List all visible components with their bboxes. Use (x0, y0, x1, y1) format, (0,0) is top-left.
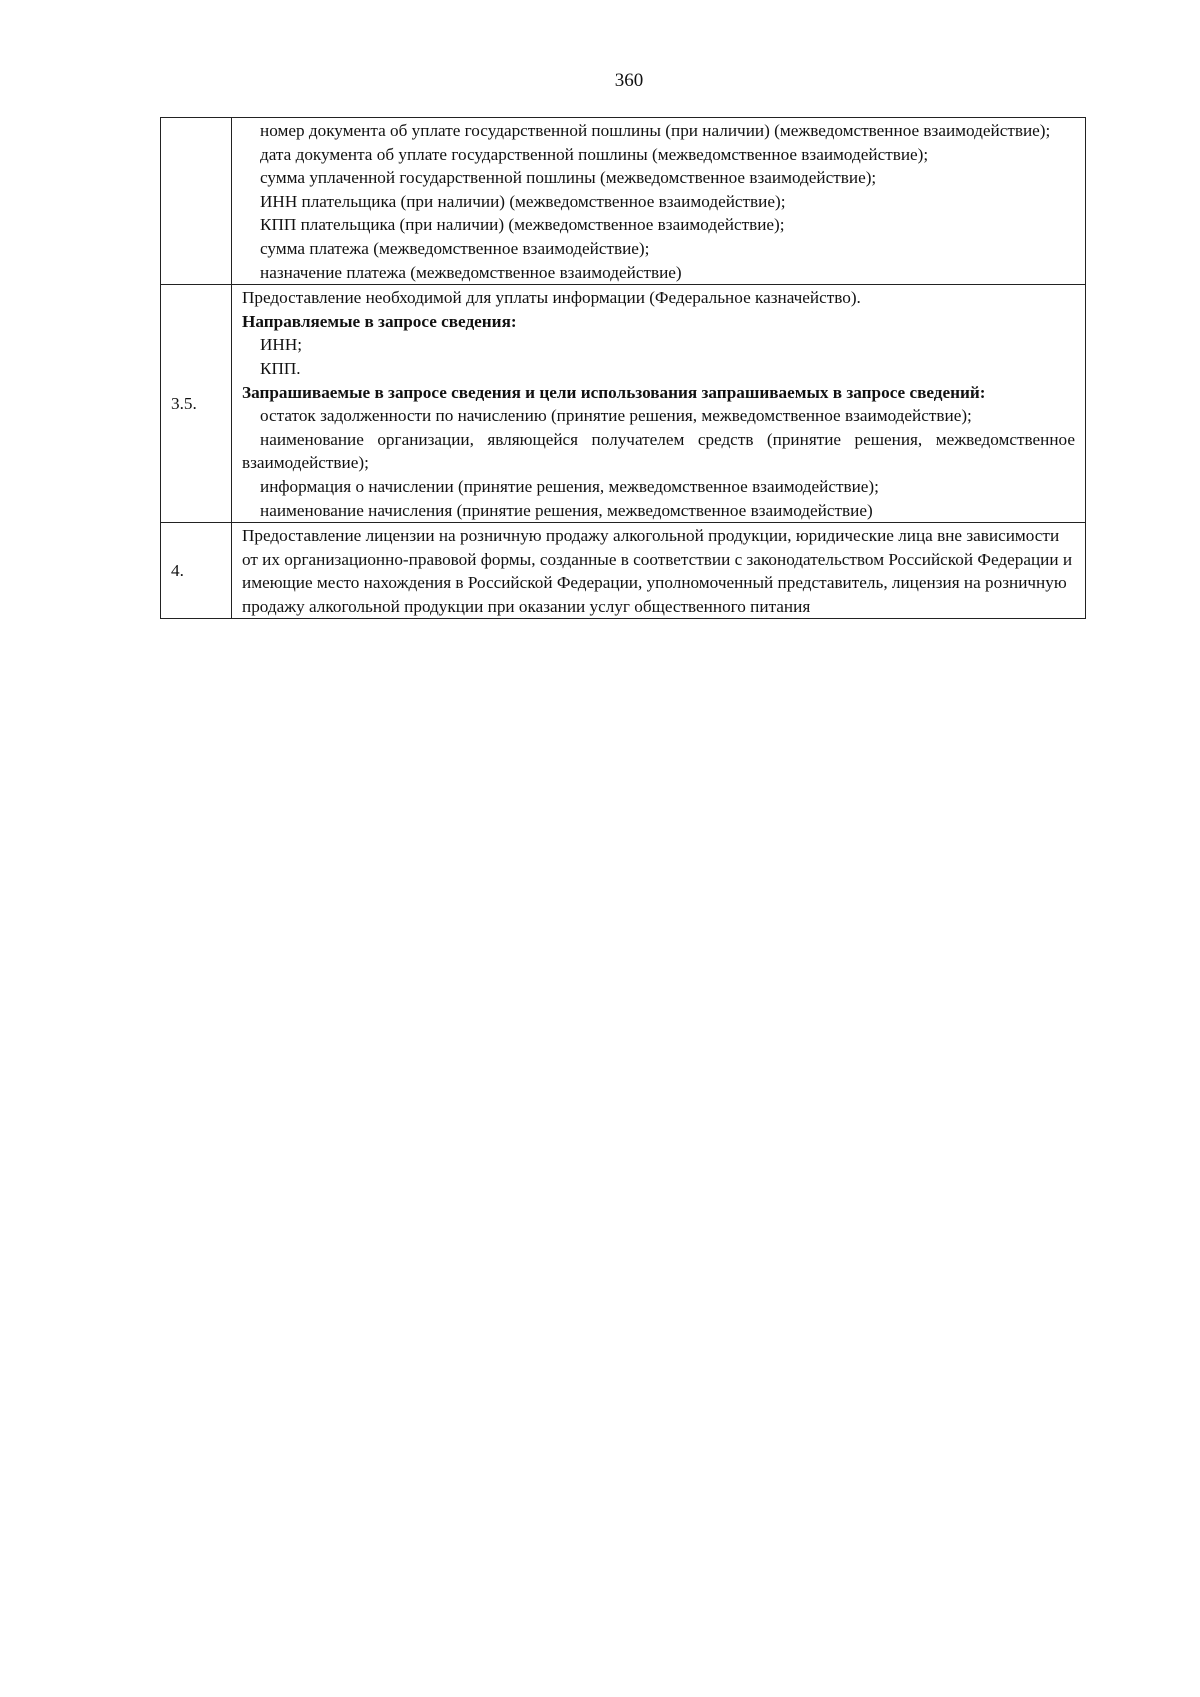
table-row (161, 523, 1086, 619)
sent-heading: Направляемые в запросе сведения: (242, 311, 517, 331)
list-item: КПП. (260, 358, 301, 378)
list-item: наименование начисления (принятие решения, межведомственное взаимодействие) (260, 500, 873, 520)
list-item: сумма уплаченной государственной пошлины (межведомственное взаимодействие); (260, 168, 877, 188)
list-item: дата документа об уплате государственной пошлины (межведомственное взаимодействие); (260, 144, 929, 164)
page-number: 360 (614, 70, 644, 91)
row-number: 4. (161, 523, 232, 619)
list-item: наименование организации, являющейся получателем средств (принятие решения, межведомственное взаимодействие); (242, 429, 1075, 473)
list-item: КПП плательщика (при наличии) (межведомственное взаимодействие); (260, 215, 785, 235)
services-table (160, 117, 1086, 619)
list-item: сумма платежа (межведомственное взаимодействие); (260, 238, 650, 258)
requested-heading: Запрашиваемые в запросе сведения и цели использования запрашиваемых в запросе сведений: (242, 382, 986, 402)
intro-text: Предоставление необходимой для уплаты информации (Федеральное казначейство). (242, 288, 861, 308)
table-row (161, 118, 1086, 285)
table-row (161, 285, 1086, 523)
list-item: остаток задолженности по начислению (принятие решения, межведомственное взаимодействие); (260, 406, 972, 426)
row-content (232, 285, 1086, 523)
list-item: ИНН плательщика (при наличии) (межведомственное взаимодействие); (260, 191, 786, 211)
row-number: 3.5. (161, 285, 232, 523)
list-item: назначение платежа (межведомственное взаимодействие) (260, 262, 682, 282)
row-number (161, 118, 232, 285)
row-content (232, 118, 1086, 285)
list-item: номер документа об уплате государственной пошлины (при наличии) (межведомственное взаимодействие); (260, 121, 1051, 140)
list-item: ИНН; (260, 335, 303, 355)
list-item: информация о начислении (принятие решения, межведомственное взаимодействие); (260, 476, 879, 496)
row-content (232, 523, 1086, 619)
service-description: Предоставление лицензии на розничную продажу алкогольной продукции, юридические лица вне зависимости от их организационно-правовой формы, созданные в соответствии с законодательством Российской Федерации и имеющие место нахождения в Российской Федерации, уполномоченный представитель, лицензия на розничную продажу алкогольной продукции при оказании услуг общественного питания (242, 526, 1073, 616)
